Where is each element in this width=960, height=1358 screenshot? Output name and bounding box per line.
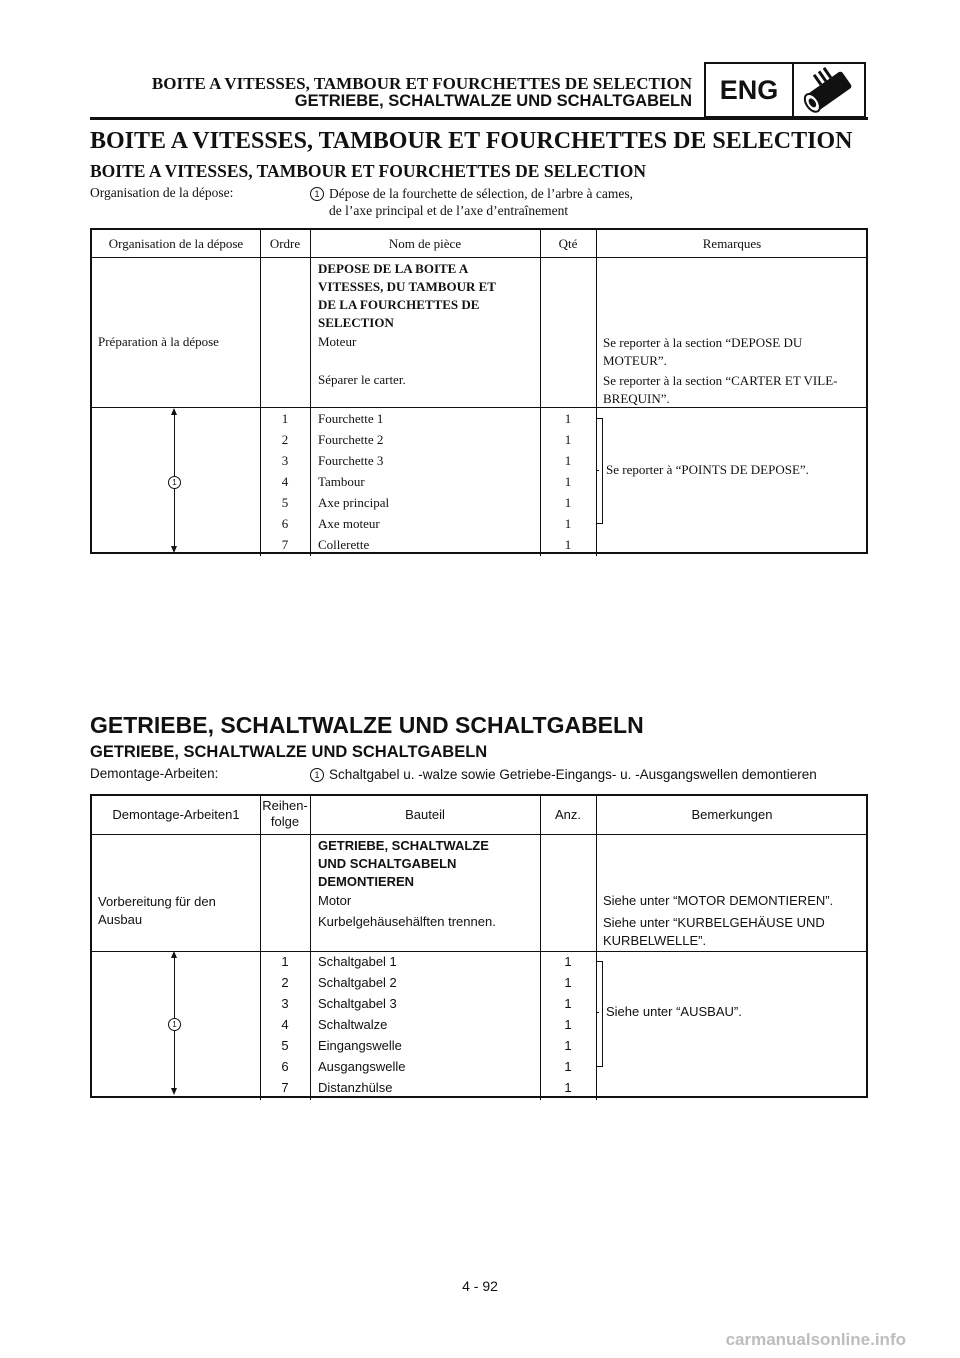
table-header-rule <box>92 834 866 835</box>
col-header-order: Reihen- folge <box>262 798 308 829</box>
row-part: Schaltgabel 1 <box>318 954 397 969</box>
running-header-de: GETRIEBE, SCHALTWALZE UND SCHALTGABELN <box>294 92 692 110</box>
prep-part-1: Moteur <box>318 334 357 349</box>
row-order: 4 <box>281 1017 289 1032</box>
row-qty: 1 <box>564 432 572 447</box>
col-header-remarks: Remarques <box>702 236 762 251</box>
prep-remark-1: Se reporter à la section “DEPOSE DU MOTEUR”. <box>603 335 803 368</box>
col-header-qty: Qté <box>558 236 578 251</box>
row-qty: 1 <box>564 996 572 1011</box>
lead-label-fr: Organisation de la dépose: <box>90 185 234 200</box>
bracket-mid <box>596 1012 599 1013</box>
prep-label: Vorbereitung für den Ausbau <box>98 894 216 927</box>
row-qty: 1 <box>564 1038 572 1053</box>
row-order: 3 <box>281 453 289 468</box>
bracket-mid <box>596 470 599 471</box>
row-order: 2 <box>281 975 289 990</box>
table-header-rule <box>92 257 866 258</box>
row-order: 5 <box>281 1038 289 1053</box>
removal-table-fr <box>90 228 868 554</box>
row-part: Fourchette 1 <box>318 411 384 426</box>
bracket-line <box>602 961 603 1066</box>
badge-label: ENG <box>706 64 794 116</box>
row-part: Distanzhülse <box>318 1080 393 1095</box>
prep-heading: GETRIEBE, SCHALTWALZE UND SCHALTGABELN DEMONTIEREN <box>318 838 489 889</box>
row-qty: 1 <box>564 537 572 552</box>
group-marker: 1 <box>168 1018 181 1031</box>
marker-1: 1 <box>310 187 324 201</box>
prep-remark-2: Se reporter à la section “CARTER ET VILE- BREQUIN”. <box>603 373 838 406</box>
row-qty: 1 <box>564 411 572 426</box>
col-divider <box>310 796 311 1100</box>
col-header-part: Bauteil <box>405 807 445 822</box>
prep-part-2: Séparer le carter. <box>318 372 406 387</box>
lead-text-fr <box>310 185 633 219</box>
prep-remark-1: Siehe unter “MOTOR DEMONTIEREN”. <box>603 893 834 908</box>
row-qty: 1 <box>564 474 572 489</box>
col-header-part: Nom de pièce <box>388 236 462 251</box>
row-order: 1 <box>281 411 289 426</box>
arrow-up-icon <box>171 951 177 958</box>
row-order: 4 <box>281 474 289 489</box>
marker-1: 1 <box>310 768 324 782</box>
row-part: Tambour <box>318 474 365 489</box>
row-part: Fourchette 2 <box>318 432 384 447</box>
row-qty: 1 <box>564 1080 572 1095</box>
section-subtitle-de: GETRIEBE, SCHALTWALZE UND SCHALTGABELN <box>90 743 488 761</box>
row-order: 6 <box>281 1059 289 1074</box>
row-order: 7 <box>281 1080 289 1095</box>
group-divider <box>92 951 866 952</box>
prep-remark-2: Siehe unter “KURBELGEHÄUSE UND KURBELWELLE”. <box>603 915 825 948</box>
row-part: Schaltgabel 2 <box>318 975 397 990</box>
bracket-bottom <box>596 523 603 524</box>
lead-text-de <box>310 766 817 783</box>
removal-table-de <box>90 794 868 1098</box>
watermark: carmanualsonline.info <box>725 1330 906 1349</box>
row-part: Collerette <box>318 537 370 552</box>
row-part: Axe moteur <box>318 516 380 531</box>
row-qty: 1 <box>564 453 572 468</box>
row-part: Fourchette 3 <box>318 453 384 468</box>
arrow-down-icon <box>171 1088 177 1095</box>
col-divider <box>596 796 597 1100</box>
arrow-down-icon <box>171 546 177 553</box>
lead-line-2: de l’axe principal et de l’axe d’entraînement <box>329 203 569 218</box>
row-order: 6 <box>281 516 289 531</box>
group-marker: 1 <box>168 476 181 489</box>
lead-line-1: Dépose de la fourchette de sélection, de l’arbre à cames, <box>329 186 633 201</box>
col-header-organisation: Organisation de la dépose <box>108 236 244 251</box>
row-part: Eingangswelle <box>318 1038 402 1053</box>
section-title-fr: BOITE A VITESSES, TAMBOUR ET FOURCHETTES DE SELECTION <box>90 128 853 154</box>
section-badge <box>704 62 866 118</box>
bracket-line <box>602 418 603 523</box>
row-order: 2 <box>281 432 289 447</box>
prep-label: Préparation à la dépose <box>98 334 219 349</box>
row-part: Schaltgabel 3 <box>318 996 397 1011</box>
col-header-qty: Anz. <box>554 807 581 822</box>
row-qty: 1 <box>564 495 572 510</box>
col-header-work: Demontage-Arbeiten1 <box>112 807 240 822</box>
row-part: Axe principal <box>318 495 390 510</box>
running-header-fr: BOITE A VITESSES, TAMBOUR ET FOURCHETTES DE SELECTION <box>151 74 692 93</box>
row-qty: 1 <box>564 1059 572 1074</box>
row-part: Schaltwalze <box>318 1017 388 1032</box>
row-qty: 1 <box>564 954 572 969</box>
col-header-order: Ordre <box>269 236 301 251</box>
prep-heading: DEPOSE DE LA BOITE A VITESSES, DU TAMBOUR ET DE LA FOURCHETTES DE SELECTION <box>318 261 496 330</box>
prep-part-2: Kurbelgehäusehälften trennen. <box>318 914 496 929</box>
row-order: 5 <box>281 495 289 510</box>
arrow-up-icon <box>171 408 177 415</box>
page-number: 4 - 92 <box>462 1278 498 1294</box>
bracket-remark: Se reporter à “POINTS DE DEPOSE”. <box>606 462 809 477</box>
row-qty: 1 <box>564 1017 572 1032</box>
row-qty: 1 <box>564 516 572 531</box>
col-divider <box>260 796 261 1100</box>
bracket-bottom <box>596 1066 603 1067</box>
engine-piston-icon <box>794 64 864 116</box>
col-divider <box>596 230 597 556</box>
row-qty: 1 <box>564 975 572 990</box>
row-order: 7 <box>281 537 289 552</box>
row-order: 1 <box>281 954 289 969</box>
section-subtitle-fr: BOITE A VITESSES, TAMBOUR ET FOURCHETTES DE SELECTION <box>90 161 646 181</box>
lead-line-1: Schaltgabel u. -walze sowie Getriebe-Eingangs- u. -Ausgangswellen demontieren <box>329 767 817 782</box>
row-order: 3 <box>281 996 289 1011</box>
section-title-de: GETRIEBE, SCHALTWALZE UND SCHALTGABELN <box>90 712 644 738</box>
col-divider <box>540 796 541 1100</box>
col-divider <box>310 230 311 556</box>
lead-label-de: Demontage-Arbeiten: <box>90 766 219 781</box>
bracket-remark: Siehe unter “AUSBAU”. <box>606 1004 742 1019</box>
row-part: Ausgangswelle <box>318 1059 406 1074</box>
prep-part-1: Motor <box>318 893 352 908</box>
col-header-remarks: Bemerkungen <box>691 807 773 822</box>
